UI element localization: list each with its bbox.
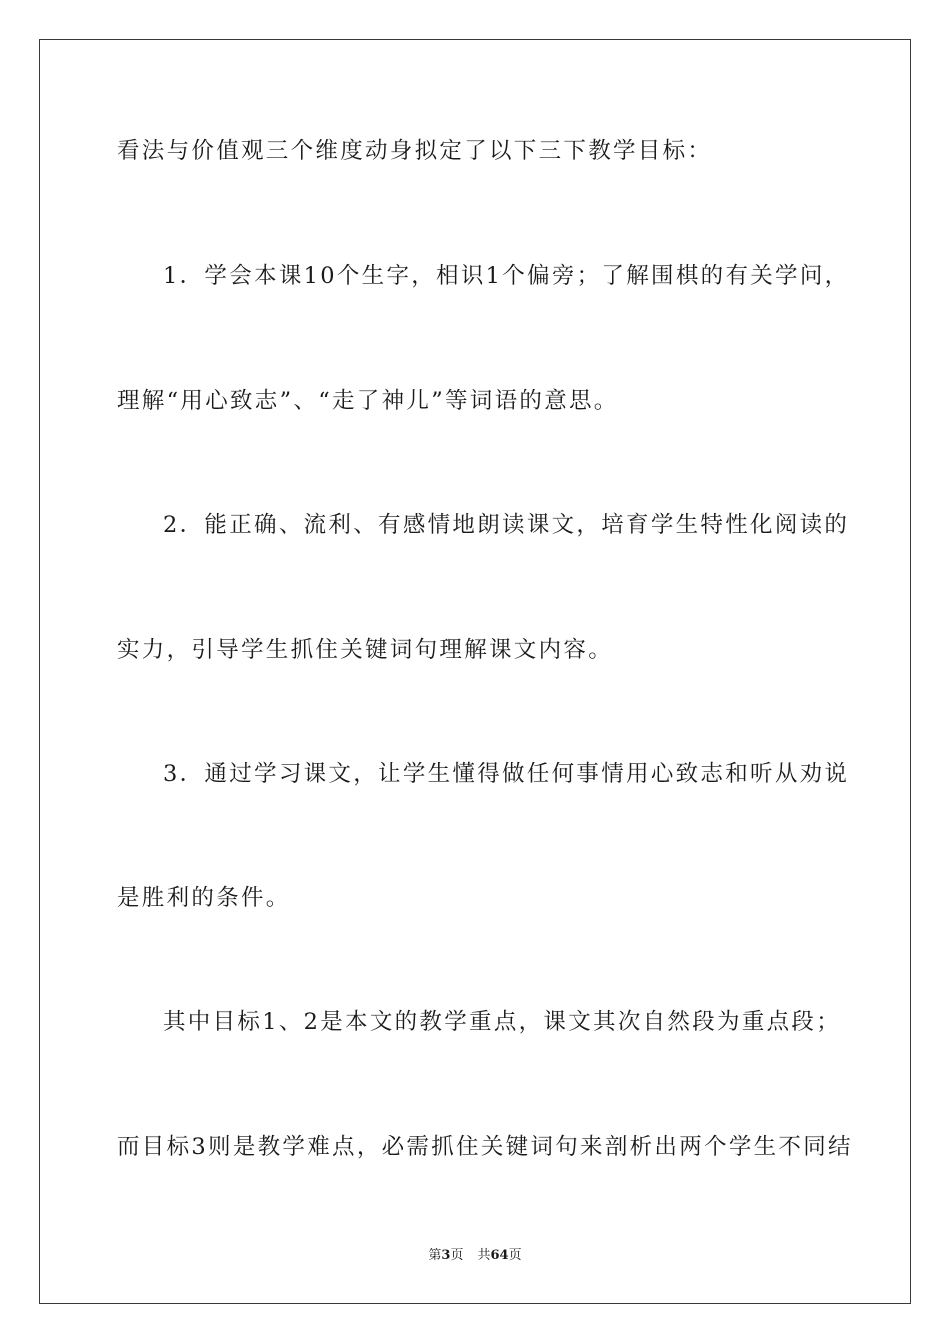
text-line: 2．能正确、流利、有感情地朗读课文，培育学生特性化阅读的: [163, 512, 850, 538]
text-line: 理解“用心致志”、“走了神儿”等词语的意思。: [117, 388, 619, 414]
page-prefix: 第: [428, 1248, 442, 1263]
text-line: 实力，引导学生抓住关键词句理解课文内容。: [117, 637, 614, 663]
text-line: 1．学会本课10个生字，相识1个偏旁；了解围棋的有关学问，: [163, 263, 850, 289]
text-line: 其中目标1、2是本文的教学重点，课文其次自然段为重点段；: [163, 1009, 842, 1035]
total-suffix: 页: [508, 1248, 522, 1263]
text-line: 是胜利的条件。: [117, 885, 291, 911]
page-number: 3: [441, 1248, 451, 1263]
total-prefix: 共: [477, 1248, 491, 1263]
page-footer: [0, 1248, 950, 1264]
text-line: 而目标3则是教学难点，必需抓住关键词句来剖析出两个学生不同结: [117, 1134, 853, 1160]
text-line: 3．通过学习课文，让学生懂得做任何事情用心致志和听从劝说: [163, 761, 850, 787]
total-pages: 64: [490, 1248, 509, 1263]
page-suffix: 页: [450, 1248, 464, 1263]
page-border: [39, 39, 911, 1304]
text-line: 看法与价值观三个维度动身拟定了以下三下教学目标：: [117, 138, 713, 164]
